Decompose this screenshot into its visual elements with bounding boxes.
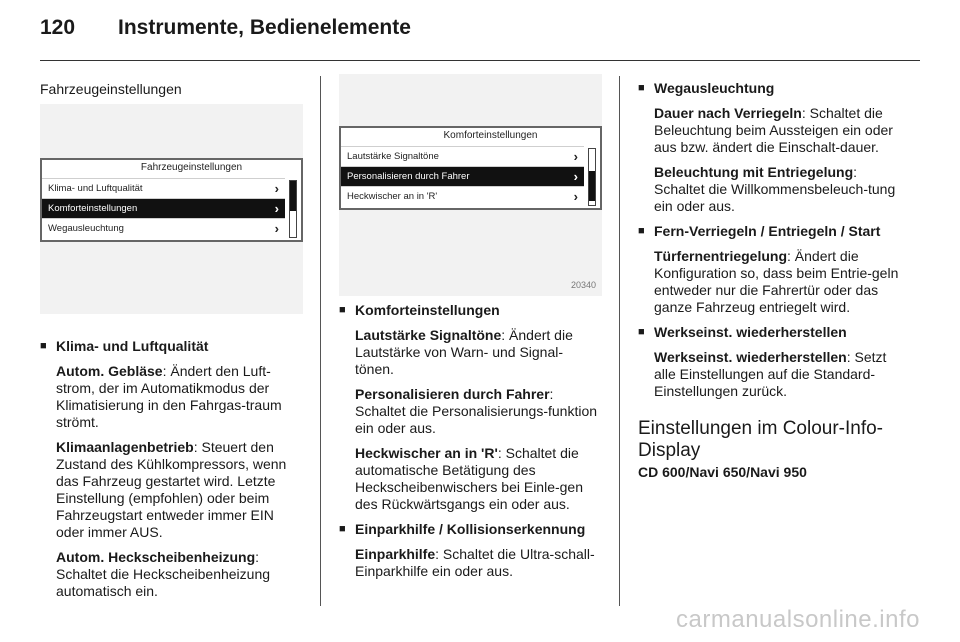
paragraph — [56, 363, 302, 431]
list-item-heading: ■ Komforteinstellungen — [355, 302, 500, 318]
description: : Ändert die Lautstärke von Warn- und Signal-tönen. — [355, 327, 573, 377]
description: : Ändert die Konfiguration so, dass beim Entrie-geln entweder nur die Fahrertür oder das ganze Fahrzeug entriegelt wird. — [654, 248, 899, 315]
display-row — [42, 178, 285, 198]
list-item-heading: ■ Werkseinst. wiederherstellen — [654, 324, 847, 340]
list-item — [339, 521, 601, 580]
list-item — [638, 223, 903, 316]
column-2-text — [339, 294, 601, 580]
chevron-right-icon: › — [274, 201, 279, 216]
section-subheading: CD 600/Navi 650/Navi 950 — [638, 464, 807, 480]
display-row-selected — [341, 166, 584, 186]
paragraph — [355, 445, 601, 513]
page-number: 120 — [40, 16, 76, 39]
column-divider — [320, 76, 321, 606]
paragraph — [355, 546, 601, 580]
display-screen — [40, 158, 303, 242]
column-1 — [40, 76, 302, 97]
description: : Schaltet die automatische Betätigung des Heckscheibenwischers bei Einle-gen des Rückwärtsgangs ein oder aus. — [355, 445, 584, 512]
description: : Schaltet die Beleuchtung beim Aussteigen ein oder aus bzw. ändert die Einschalt-dauer. — [654, 105, 893, 155]
display-title: Fahrzeugeinstellungen — [140, 162, 243, 173]
description: : Setzt alle Einstellungen auf die Standard-Einstellungen zurück. — [654, 349, 887, 399]
list-item — [638, 80, 903, 215]
list-item-heading: ■ Klima- und Luftqualität — [56, 338, 209, 354]
section-label: Fahrzeugeinstellungen — [40, 81, 182, 97]
list-item-heading: ■ Einparkhilfe / Kollisionserkennung — [355, 521, 586, 537]
display-row-label: Klima- und Luftqualität — [48, 183, 143, 194]
list-item-heading: ■ Wegausleuchtung — [654, 80, 775, 96]
term: Personalisieren durch Fahrer — [355, 386, 550, 402]
list-item — [339, 302, 601, 513]
term: Werkseinst. wiederherstellen — [654, 349, 847, 365]
section-heading: Einstellungen im Colour-Info-Display — [638, 418, 884, 461]
display-scrollbar — [588, 148, 596, 206]
chevron-right-icon: › — [573, 149, 578, 164]
term: Beleuchtung mit Entriegelung — [654, 164, 854, 180]
term: Einparkhilfe — [355, 546, 436, 562]
term: Türfernentriegelung — [654, 248, 788, 264]
scrollbar-thumb — [589, 171, 595, 201]
display-scrollbar — [289, 180, 297, 238]
chevron-right-icon: › — [274, 221, 279, 236]
header-rule — [40, 60, 920, 61]
description: : Schaltet die Ultra-schall-Einparkhilfe ein oder aus. — [355, 546, 595, 579]
column-divider — [619, 76, 620, 606]
display-title: Komforteinstellungen — [443, 130, 538, 141]
paragraph — [654, 349, 903, 400]
list-item — [638, 324, 903, 400]
display-row-label: Komforteinstellungen — [48, 203, 138, 214]
term: Heckwischer an in 'R' — [355, 445, 498, 461]
paragraph — [355, 386, 601, 437]
scrollbar-thumb — [290, 181, 296, 211]
figure-vehicle-settings — [40, 104, 303, 314]
term: Dauer nach Verriegeln — [654, 105, 802, 121]
paragraph — [654, 164, 903, 215]
settings-list — [339, 302, 601, 580]
column-3 — [638, 72, 903, 480]
display-row — [341, 146, 584, 166]
chevron-right-icon: › — [573, 189, 578, 204]
description: : Steuert den Zustand des Kühlkompressors, wenn das Fahrzeug gestartet wird. Letzte Einstellung (empfohlen) oder beim Fahrzeugstart entweder immer EIN oder immer AUS. — [56, 439, 287, 540]
description: : Ändert den Luft-strom, der im Automatikmodus der Klimatisierung in den Fahrgas-traum strömt. — [56, 363, 282, 430]
page-title: Instrumente, Bedienelemente — [118, 16, 411, 39]
chevron-right-icon: › — [573, 169, 578, 184]
term: Lautstärke Signaltöne — [355, 327, 502, 343]
list-item — [40, 338, 302, 600]
figure-reference: 20340 — [570, 280, 596, 290]
display-row-label: Lautstärke Signaltöne — [347, 151, 439, 162]
paragraph — [654, 105, 903, 156]
settings-list — [40, 338, 302, 600]
description: : Schaltet die Heckscheibenheizung automatisch ein. — [56, 549, 271, 599]
chevron-right-icon: › — [274, 181, 279, 196]
paragraph — [355, 327, 601, 378]
display-row — [341, 186, 584, 206]
list-item-heading: ■ Fern-Verriegeln / Entriegeln / Start — [654, 223, 881, 239]
display-row-label: Personalisieren durch Fahrer — [347, 171, 470, 182]
paragraph — [56, 439, 302, 541]
description: : Schaltet die Personalisierungs-funktion ein oder aus. — [355, 386, 598, 436]
term: Autom. Gebläse — [56, 363, 163, 379]
display-row-selected — [42, 198, 285, 218]
display-screen — [339, 126, 602, 210]
term: Autom. Heckscheibenheizung — [56, 549, 256, 565]
watermark: carmanualsonline.info — [676, 606, 920, 633]
paragraph — [56, 549, 302, 600]
display-row-label: Wegausleuchtung — [48, 223, 124, 234]
term: Klimaanlagenbetrieb — [56, 439, 194, 455]
paragraph — [654, 248, 903, 316]
figure-comfort-settings — [339, 74, 602, 296]
settings-list — [638, 80, 903, 400]
display-row — [42, 218, 285, 238]
description: : Schaltet die Willkommensbeleuch-tung ein oder aus. — [654, 164, 896, 214]
display-row-label: Heckwischer an in 'R' — [347, 191, 438, 202]
column-1-text — [40, 330, 302, 600]
